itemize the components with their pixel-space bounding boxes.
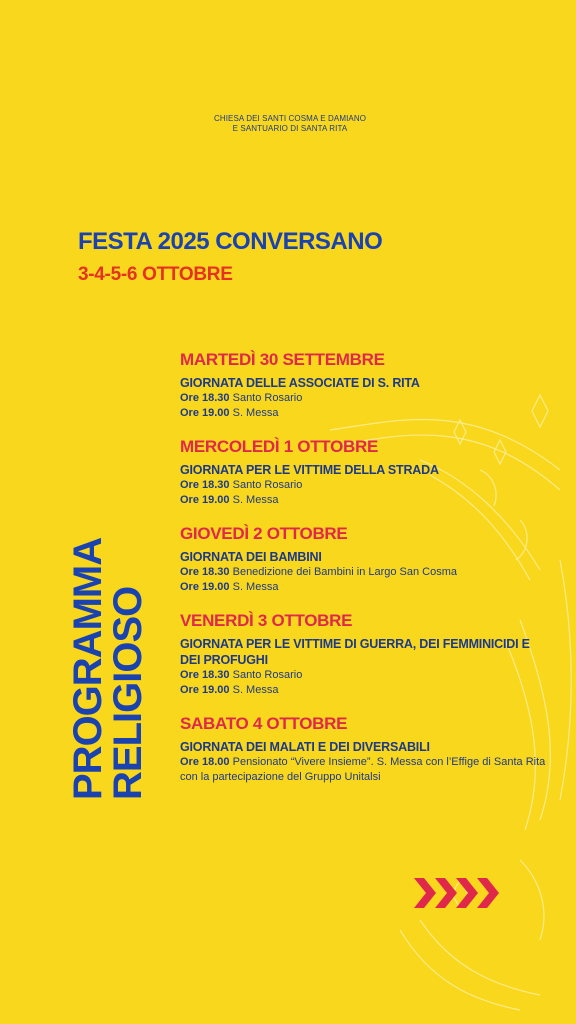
event-time: Ore 19.00 (180, 684, 230, 696)
schedule-list (180, 348, 550, 799)
event-time: Ore 19.00 (180, 581, 230, 593)
event-line (180, 580, 550, 595)
programma-religioso-title (68, 538, 148, 800)
event-desc: Pensionato “Vivere Insieme”. S. Messa con l’Effige di Santa Rita con la partecipazione del Gruppo Unitalsi (180, 756, 546, 783)
day-subtitle: GIORNATA DEI MALATI E DEI DIVERSABILI (180, 740, 430, 754)
event-desc: S. Messa (232, 407, 279, 419)
event-time: Ore 18.30 (180, 479, 230, 491)
event-desc: Santo Rosario (232, 669, 303, 681)
event-time: Ore 19.00 (180, 494, 230, 506)
event-desc: Santo Rosario (232, 479, 303, 491)
day-title: GIOVEDÌ 2 OTTOBRE (180, 524, 348, 543)
event-line (180, 565, 550, 580)
day-block (180, 522, 550, 595)
event-time: Ore 19.00 (180, 407, 230, 419)
side-title-line2: RELIGIOSO (106, 586, 150, 800)
church-name-line2: E SANTUARIO DI SANTA RITA (232, 124, 348, 133)
day-block (180, 712, 550, 785)
event-desc: Santo Rosario (232, 392, 303, 404)
day-block (180, 435, 550, 508)
event-time: Ore 18.00 (180, 756, 230, 768)
day-title: MARTEDÌ 30 SETTEMBRE (180, 350, 385, 369)
event-line (180, 755, 550, 785)
event-line (180, 406, 550, 421)
event-desc: Benedizione dei Bambini in Largo San Cosma (232, 566, 458, 578)
day-title: MERCOLEDÌ 1 OTTOBRE (180, 437, 379, 456)
event-time: Ore 18.30 (180, 392, 230, 404)
event-desc: S. Messa (232, 494, 279, 506)
day-title: SABATO 4 OTTOBRE (180, 714, 348, 733)
event-desc: S. Messa (232, 581, 279, 593)
event-line (180, 391, 550, 406)
side-title-line1: PROGRAMMA (66, 537, 110, 800)
day-block (180, 348, 550, 421)
event-desc: S. Messa (232, 684, 279, 696)
day-subtitle: GIORNATA DELLE ASSOCIATE DI S. RITA (180, 376, 420, 390)
day-subtitle: GIORNATA PER LE VITTIME DI GUERRA, DEI FEMMINICIDI E DEI PROFUGHI (180, 637, 530, 667)
chevrons-right-icon[interactable] (414, 874, 500, 912)
day-title: VENERDÌ 3 OTTOBRE (180, 611, 353, 630)
church-name (180, 114, 400, 134)
event-line (180, 668, 550, 683)
festival-dates: 3-4-5-6 OTTOBRE (78, 264, 233, 285)
festival-title: FESTA 2025 CONVERSANO (78, 228, 383, 255)
day-block (180, 609, 550, 698)
event-time: Ore 18.30 (180, 566, 230, 578)
event-line (180, 683, 550, 698)
event-time: Ore 18.30 (180, 669, 230, 681)
church-name-line1: CHIESA DEI SANTI COSMA E DAMIANO (213, 114, 367, 123)
event-line (180, 493, 550, 508)
event-line (180, 478, 550, 493)
day-subtitle: GIORNATA DEI BAMBINI (180, 550, 322, 564)
day-subtitle: GIORNATA PER LE VITTIME DELLA STRADA (180, 463, 439, 477)
